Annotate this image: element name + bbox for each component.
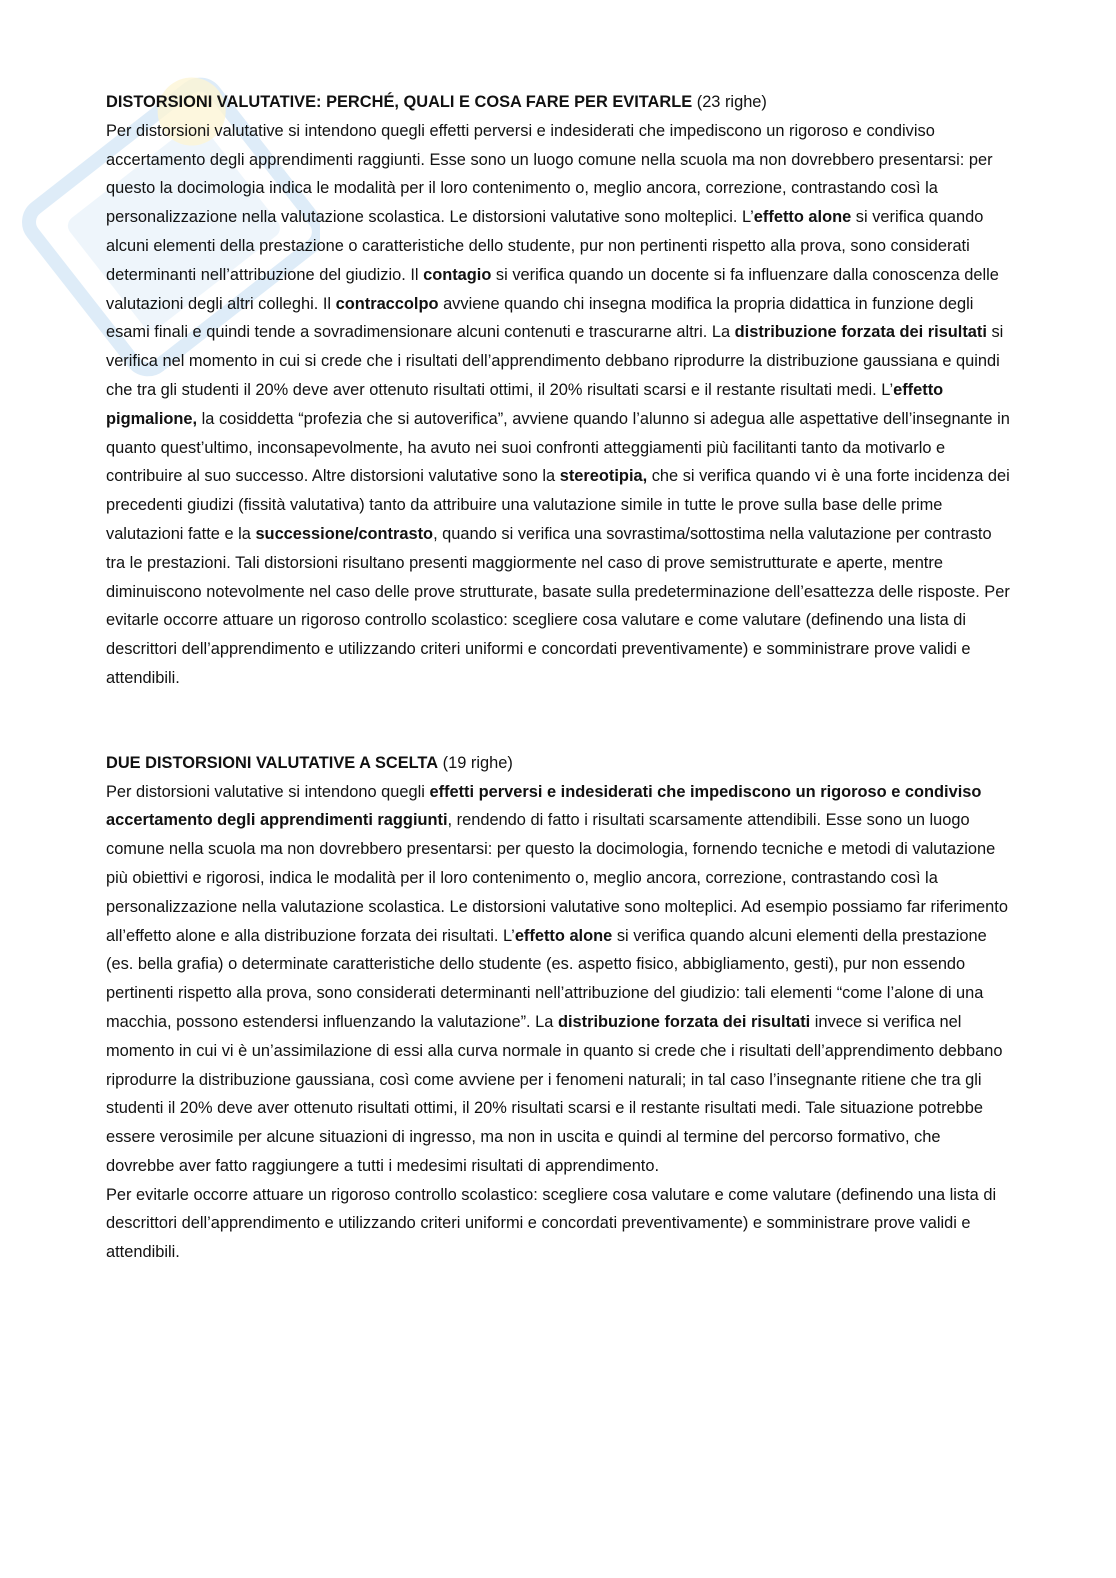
document-page bbox=[106, 88, 1010, 1267]
text-run: si verifica nel momento in cui si crede che i risultati dell’apprendimento debbano riprodurre la distribuzione gaussiana e quindi che tra gli studenti il 20% deve aver ottenuto risultati ottimi, il 20% risultati scarsi e il restante risultati medi. L’ bbox=[106, 323, 1004, 399]
section-title: DUE DISTORSIONI VALUTATIVE A SCELTA bbox=[106, 753, 439, 772]
text-run: , rendendo di fatto i risultati scarsamente attendibili. Esse sono un luogo comune nella scuola ma non dovrebbero presentarsi: per questo la docimologia, fornendo tecniche e metodi di valutazione più obiettivi e rigorosi, indica le modalità per il loro contenimento o, meglio ancora, correzione, contrastando così la personalizzazione nella valutazione scolastica. Le distorsioni valutative sono molteplici. Ad esempio possiamo far riferimento all’effetto alone e alla distribuzione forzata dei risultati. L’ bbox=[106, 811, 1008, 945]
section-distorsioni-valutative bbox=[106, 88, 1010, 693]
bold-term: contraccolpo bbox=[335, 294, 439, 313]
text-run: che si verifica quando vi è una forte incidenza dei precedenti giudizi (fissità valutativa) tanto da attribuire una valutazione simile in tutte le prove sulla base delle prime valutazioni fatte e la bbox=[106, 467, 1010, 543]
section-body bbox=[106, 778, 1010, 1268]
text-run: Per evitarle occorre attuare un rigoroso controllo scolastico: scegliere cosa valutare e come valutare (definendo una lista di descrittori dell’apprendimento e utilizzando criteri uniformi e concordati preventivamente) e somministrare prove validi e attendibili. bbox=[106, 1185, 997, 1262]
text-run: si verifica quando alcuni elementi della prestazione (es. bella grafia) o determinate caratteristiche dello studente (es. aspetto fisico, abbigliamento, gesti), pur non essendo pertinenti rispetto alla prova, sono considerati determinanti nell’attribuzione del giudizio: tali elementi “come l’alone di una macchia, possono estendersi influenzando la valutazione”. La bbox=[106, 926, 987, 1031]
text-run: avviene quando chi insegna modifica la propria didattica in funzione degli esami finali e quindi tende a sovradimensionare alcuni contenuti e trascurarne altri. La bbox=[106, 294, 974, 342]
text-run: si verifica quando un docente si fa influenzare dalla conoscenza delle valutazioni degli altri colleghi. Il bbox=[106, 265, 999, 313]
bold-term: stereotipia, bbox=[559, 467, 648, 486]
bold-term: effetto alone bbox=[514, 926, 613, 945]
bold-term: distribuzione forzata dei risultati bbox=[734, 323, 987, 342]
section-line-count: (19 righe) bbox=[442, 753, 513, 772]
body-paragraph bbox=[106, 117, 1010, 693]
bold-term: effetto pigmalione, bbox=[106, 380, 944, 428]
body-paragraph bbox=[106, 1181, 1010, 1267]
body-paragraph bbox=[106, 778, 1010, 1181]
bold-term: successione/contrasto bbox=[255, 524, 434, 543]
section-due-distorsioni bbox=[106, 749, 1010, 1267]
bold-term: distribuzione forzata dei risultati bbox=[557, 1012, 811, 1031]
bold-term: contagio bbox=[423, 265, 492, 284]
section-title: DISTORSIONI VALUTATIVE: PERCHÉ, QUALI E COSA FARE PER EVITARLE bbox=[106, 93, 693, 111]
section-body bbox=[106, 117, 1010, 693]
text-run: si verifica quando alcuni elementi della prestazione o caratteristiche dello studente, pur non pertinenti rispetto alla prova, sono considerati determinanti nell’attribuzione del giudizio. Il bbox=[106, 208, 984, 284]
section-line-count: (23 righe) bbox=[696, 93, 767, 111]
bold-term: effetti perversi e indesiderati che impediscono un rigoroso e condiviso accertamento degli apprendimenti raggiunti bbox=[106, 782, 982, 830]
text-run: invece si verifica nel momento in cui vi è un’assimilazione di essi alla curva normale in quanto si crede che i risultati dell’apprendimento debbano riprodurre la distribuzione gaussiana, così come avviene per i fenomeni naturali; in tal caso l’insegnante ritiene che tra gli studenti il 20% deve aver ottenuto risultati ottimi, il 20% risultati scarsi e il restante risultati medi. Tale situazione potrebbe essere verosimile per alcune situazioni di ingresso, ma non in uscita e quindi al termine del percorso formativo, che dovrebbe aver fatto raggiungere a tutti i medesimi risultati di apprendimento. bbox=[106, 1012, 1003, 1175]
bold-term: effetto alone bbox=[753, 208, 852, 227]
text-run: , quando si verifica una sovrastima/sottostima nella valutazione per contrasto tra le prestazioni. Tali distorsioni risultano presenti maggiormente nel caso di prove semistrutturate e aperte, mentre diminuiscono notevolmente nel caso delle prove strutturate, basate sulla predeterminazione dell’esattezza delle risposte. Per evitarle occorre attuare un rigoroso controllo scolastico: scegliere cosa valutare e come valutare (definendo una lista di descrittori dell’apprendimento e utilizzando criteri uniformi e concordati preventivamente) e somministrare prove validi e attendibili. bbox=[106, 524, 1010, 687]
section-heading bbox=[106, 88, 1010, 117]
text-run: Per distorsioni valutative si intendono quegli bbox=[106, 782, 430, 801]
text-run: Per distorsioni valutative si intendono quegli effetti perversi e indesiderati che impediscono un rigoroso e condiviso accertamento degli apprendimenti raggiunti. Esse sono un luogo comune nella scuola ma non dovrebbero presentarsi: per questo la docimologia indica le modalità per il loro contenimento o, meglio ancora, correzione, contrastando così la personalizzazione nella valutazione scolastica. Le distorsioni valutative sono molteplici. L’ bbox=[106, 121, 993, 227]
text-run: la cosiddetta “profezia che si autoverifica”, avviene quando l’alunno si adegua alle aspettative dell’insegnante in quanto quest’ultimo, inconsapevolmente, ha avuto nei suoi confronti atteggiamenti più facilitanti tanto da motivarlo e contribuire al suo successo. Altre distorsioni valutative sono la bbox=[106, 409, 1010, 486]
section-heading bbox=[106, 749, 1010, 778]
